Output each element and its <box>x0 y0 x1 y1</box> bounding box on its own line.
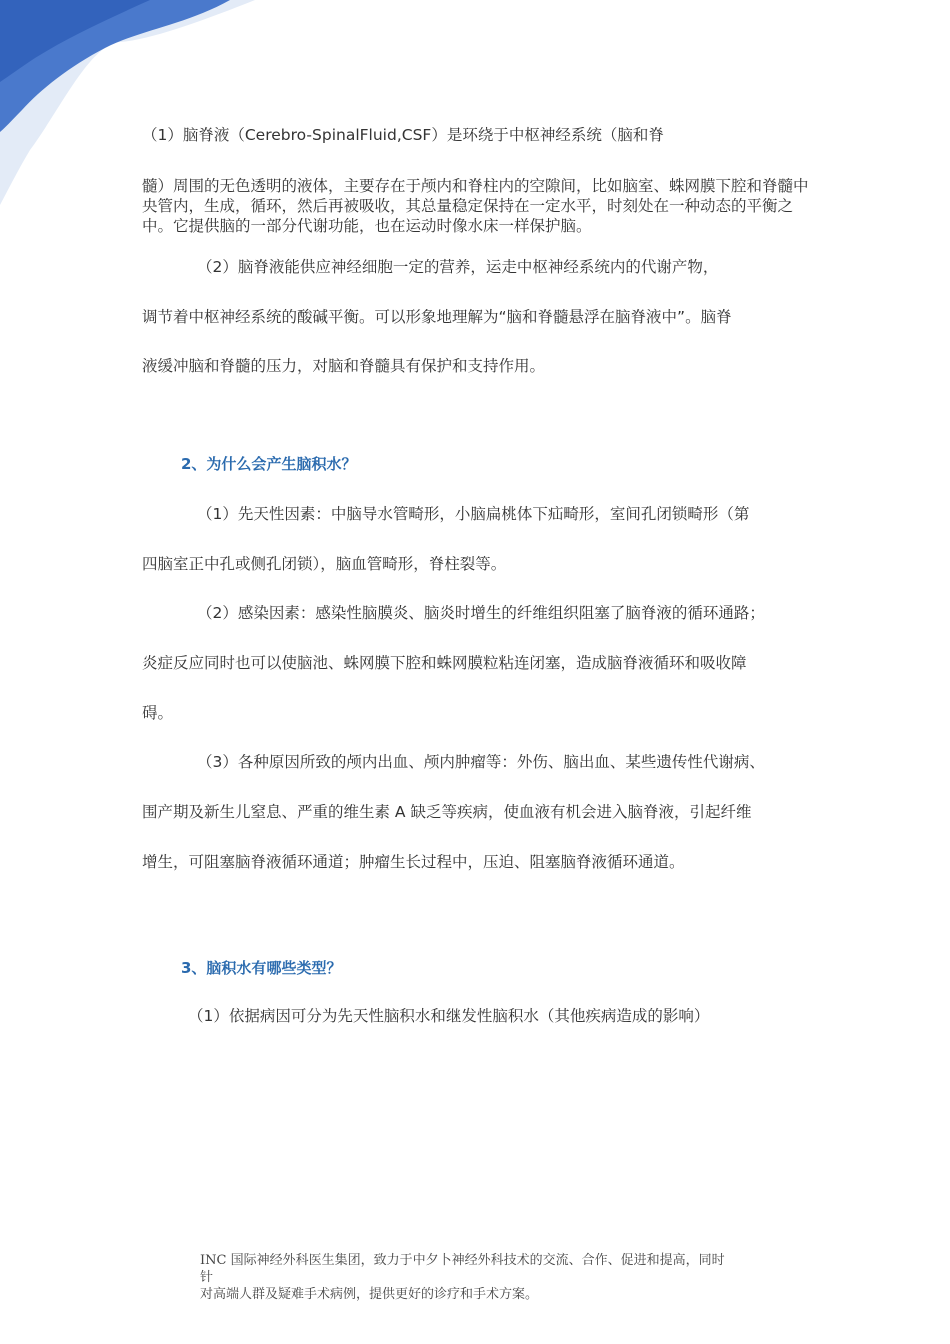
s3-para1-line1: （1）依据病因可分为先天性脑积水和继发性脑积水（其他疾病造成的影响） <box>188 1007 710 1025</box>
s1-para2-line1: （2）脑脊液能供应神经细胞一定的营养，运走中枢神经系统内的代谢产物， <box>197 258 719 276</box>
s1-para1-body: 髓）周围的无色透明的液体，主要存在于颅内和脊柱内的空隙间，比如脑室、蛛网膜下腔和脊髓中央管内，生成，循环，然后再被吸收，其总量稳定保持在一定水平，时刻处在一种动态的平衡之中。它提供脑的一部分代谢功能，也在运动时像水床一样保护脑。 <box>142 177 809 235</box>
s2-para3-line3: 增生，可阻塞脑脊液循环通道；肿瘤生长过程中，压迫、阻塞脑脊液循环通道。 <box>142 853 685 871</box>
s1-para2-line3: 液缓冲脑和脊髓的压力，对脑和脊髓具有保护和支持作用。 <box>142 357 546 375</box>
heading-types-of-hydrocephalus: 3、脑积水有哪些类型？ <box>181 959 342 977</box>
footer-line1: INC 国际神经外科医生集团，致力于中夕卜神经外科技术的交流、合作、促进和提高，同时 <box>200 1253 725 1268</box>
s2-para2-line1: （2）感染因素：感染性脑膜炎、脑炎时增生的纤维组织阻塞了脑脊液的循环通路； <box>197 604 765 622</box>
heading-why-hydrocephalus: 2、为什么会产生脑积水？ <box>181 455 357 473</box>
s1-para2-line2: 调节着中枢神经系统的酸碱平衡。可以形象地理解为“脑和脊髓悬浮在脑脊液中”。脑脊 <box>142 308 732 326</box>
s2-para1-line1: （1）先天性因素：中脑导水管畸形，小脑扁桃体下疝畸形，室间孔闭锁畸形（第 <box>197 505 750 523</box>
s2-para2-line2: 炎症反应同时也可以使脑池、蛛网膜下腔和蛛网膜粒粘连闭塞，造成脑脊液循环和吸收障 <box>142 654 747 672</box>
s2-para1-line2: 四脑室正中孔或侧孔闭锁），脑血管畸形，脊柱裂等。 <box>142 555 507 573</box>
footer-note <box>200 1252 760 1303</box>
s2-para3-line2: 围产期及新生儿窒息、严重的维生素 A 缺乏等疾病，使血液有机会进入脑脊液，引起纤维 <box>142 803 752 821</box>
s2-para2-line3: 碍。 <box>142 704 174 722</box>
footer-line2: 针 <box>200 1270 214 1285</box>
footer-line3: 对高端人群及疑难手术病例，提供更好的诊疗和手术方案。 <box>200 1287 539 1302</box>
s1-para1-line1: （1）脑脊液（Cerebro-SpinalFluid,CSF）是环绕于中枢神经系统（脑和脊 <box>142 126 664 144</box>
s2-para3-line1: （3）各种原因所致的颅内出血、颅内肿瘤等：外伤、脑出血、某些遗传性代谢病、 <box>197 753 765 771</box>
